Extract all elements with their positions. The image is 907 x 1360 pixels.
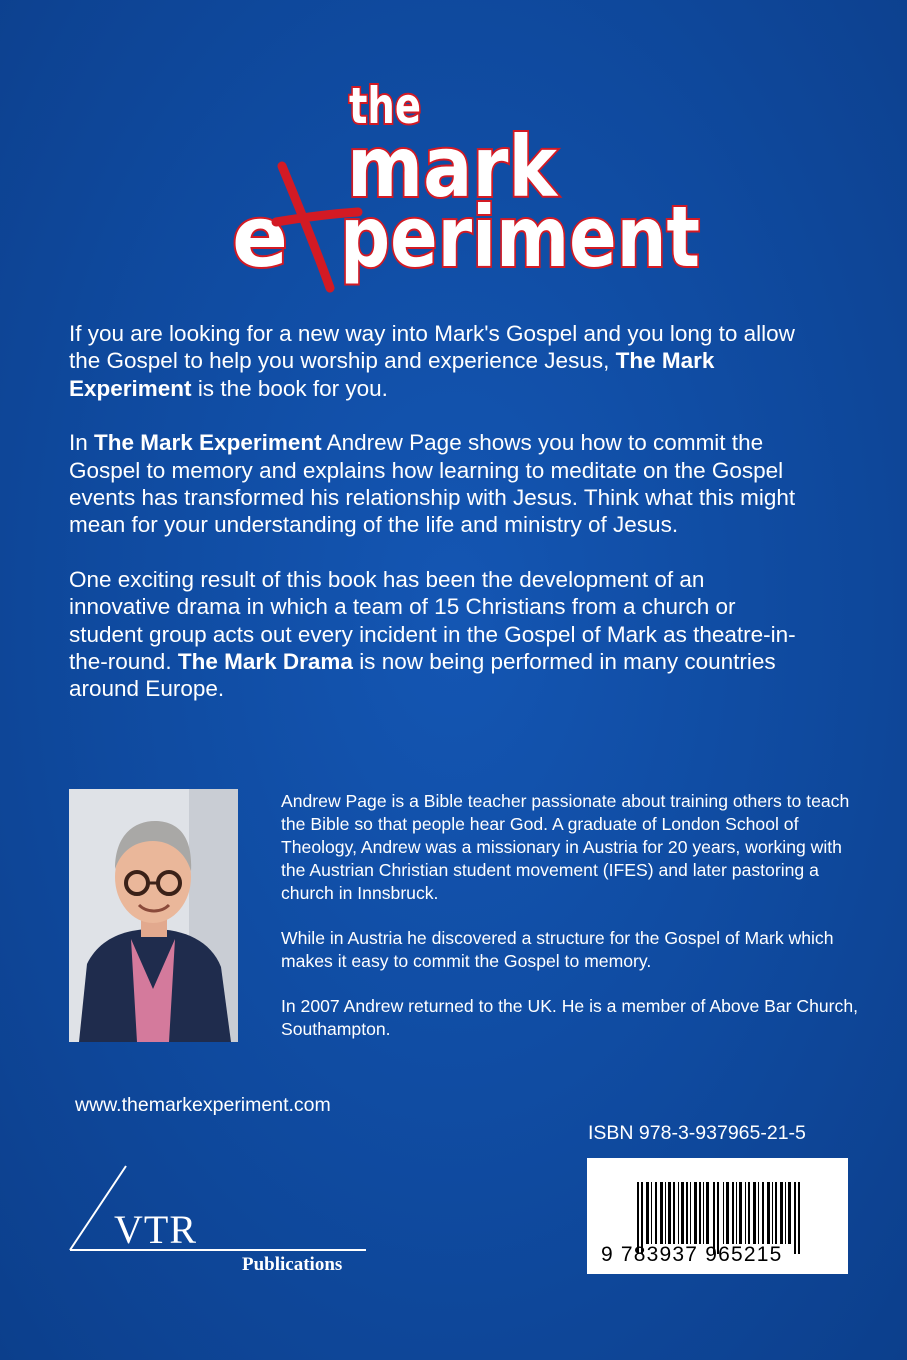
paragraph-1: If you are looking for a new way into Mark's Gospel and you long to allow the Gospel to help you worship and experience Jesus, The Mark Experiment is the book for you. [69, 321, 795, 401]
bio-paragraph-3: In 2007 Andrew returned to the UK. He is a member of Above Bar Church, Southampton. [281, 996, 858, 1039]
logo-e: e [232, 188, 288, 286]
author-bio [281, 790, 871, 1063]
title-logo [0, 0, 907, 300]
website-url[interactable]: www.themarkexperiment.com [75, 1094, 331, 1116]
logo-the: the [349, 77, 421, 135]
barcode [587, 1158, 848, 1274]
paragraph-3: One exciting result of this book has been the development of an innovative drama in which a team of 15 Christians from a church or student group acts out every incident in the Gospel of Mark as theatre-in-the-round. The Mark Drama is now being performed in many countries around Europe. [69, 566, 796, 702]
paragraph-2: In The Mark Experiment Andrew Page shows you how to commit the Gospel to memory and explains how learning to meditate on the Gospel events has transformed his relationship with Jesus. Think what this might mean for your understanding of the life and ministry of Jesus. [69, 430, 796, 538]
logo-mark: mark [347, 118, 559, 216]
bio-paragraph-2: While in Austria he discovered a structure for the Gospel of Mark which makes it easy to commit the Gospel to memory. [281, 928, 834, 971]
author-photo [69, 789, 238, 1042]
publisher-subtitle: Publications [242, 1254, 343, 1275]
description [69, 320, 809, 730]
logo-periment: periment [340, 188, 700, 286]
publisher-logo [66, 1162, 376, 1282]
publisher-name: VTR [114, 1207, 197, 1252]
barcode-digits: 9 783937 965215 [601, 1243, 783, 1266]
book-title-bold: The Mark Experiment [94, 430, 322, 456]
isbn-text: ISBN 978-3-937965-21-5 [588, 1122, 806, 1144]
bio-paragraph-1: Andrew Page is a Bible teacher passionate about training others to teach the Bible so that people hear God. A graduate of London School of Theology, Andrew was a missionary in Austria for 20 years, working with the Austrian Christian student movement (IFES) and later pastoring a church in Innsbruck. [281, 791, 850, 903]
drama-title-bold: The Mark Drama [177, 649, 353, 675]
book-title-bold: The Mark Experiment [69, 348, 715, 401]
